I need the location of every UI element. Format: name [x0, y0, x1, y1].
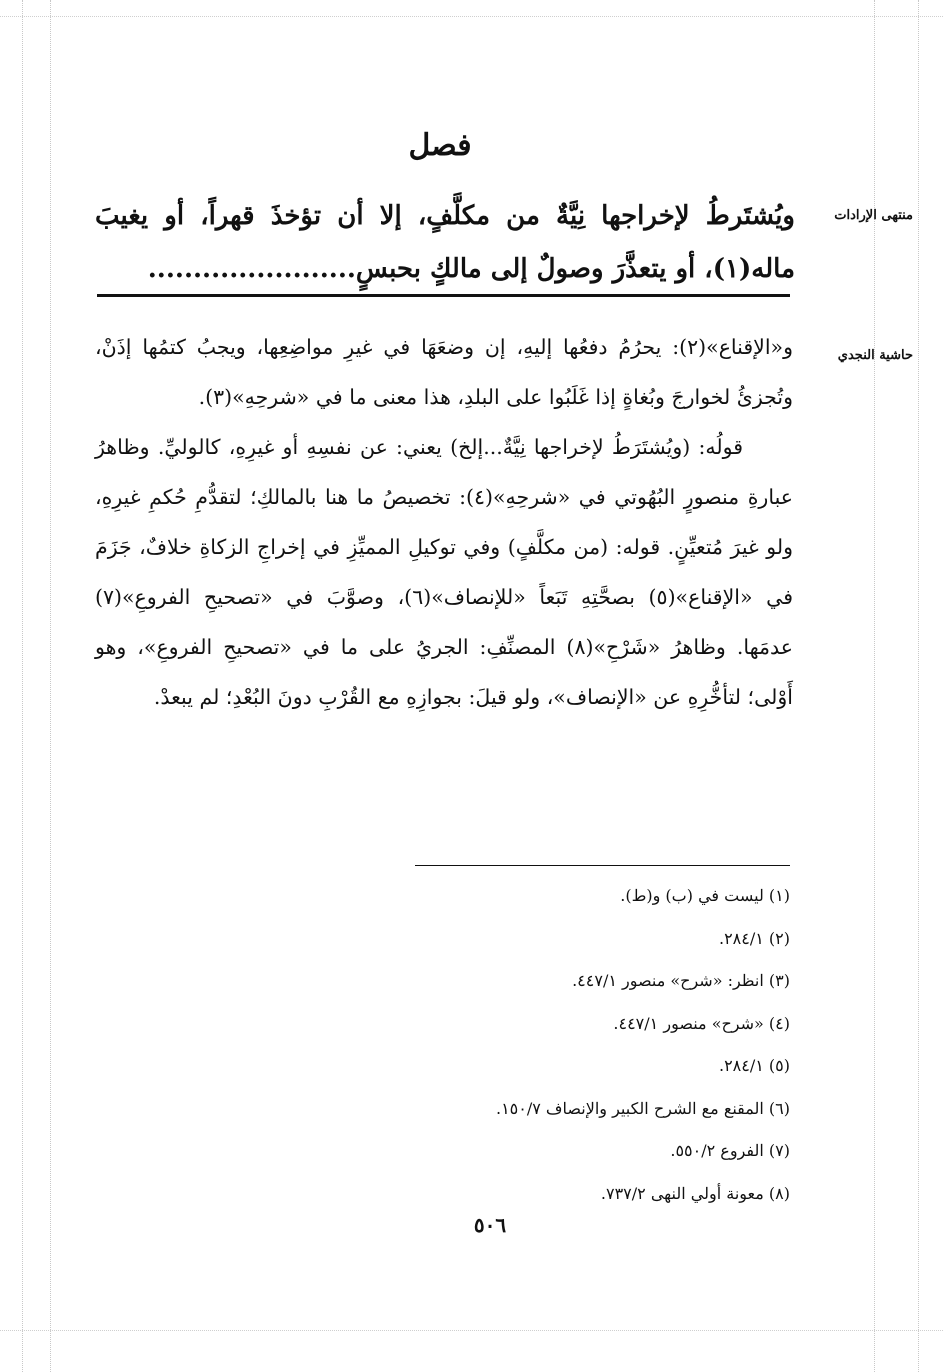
guide-line	[0, 1330, 943, 1331]
guide-line	[918, 0, 919, 1372]
guide-line	[0, 16, 943, 17]
footnote-item: (٣) انظر: «شرح» منصور ٤٤٧/١.	[572, 971, 790, 990]
footnote-item: (٦) المقنع مع الشرح الكبير والإنصاف ١٥٠/٧.	[495, 1098, 790, 1118]
guide-line	[22, 0, 23, 1372]
guide-line	[50, 0, 51, 1372]
guide-line	[874, 0, 875, 1372]
margin-label-matn: منتهى الإرادات	[834, 208, 913, 223]
matn-separator-rule	[97, 294, 790, 297]
footnote-item: (٢) ٢٨٤/١.	[718, 928, 790, 948]
footnotes-list	[300, 875, 790, 1215]
footnote-separator-rule	[415, 865, 790, 866]
footnote-item: (٧) الفروع ٥٥٠/٢.	[670, 1141, 790, 1160]
margin-label-hashiya: حاشية النجدي	[837, 348, 913, 363]
hashiya-commentary	[95, 322, 793, 722]
matn-text: ويُشتَرطُ لإخراجها نِيَّةٌ من مكلَّفٍ، إلا أن تؤخذَ قهراً، أو يغيبَ ماله(١)، أو يتعذَّرَ وصولٌ إلى مالكٍ بحبسٍ.......................	[95, 201, 795, 284]
footnote-item: (٨) معونة أولي النهى ٧٣٧/٢.	[600, 1183, 790, 1203]
hashiya-paragraph: قولُه: (ويُشتَرَطُ لإخراجها نِيَّةٌ...إلخ) يعني: عن نفسِهِ أو غيرِهِ، كالوليِّ. وظاهرُ عبارةِ منصورٍ البُهُوتي في «شرحِهِ»(٤): تخصيصُ ما هنا بالمالكِ؛ لتقدُّمِ حُكمِ غيرِهِ، ولو غيرَ مُتعيِّنٍ. قوله: (من مكلَّفٍ) وفي توكيلِ المميِّزِ في إخراجِ الزكاةِ خلافٌ، جَزَمَ في «الإقناع»(٥) بصحَّتِهِ تَبَعاً «للإنصاف»(٦)، وصوَّبَ في «تصحيحِ الفروعِ»(٧) عدمَها. وظاهرُ «شَرْحِ»(٨) المصنِّفِ: الجريُ على ما في «تصحيحِ الفروعِ»، وهو أَوْلى؛ لتأخُّرِهِ عن «الإنصاف»، ولو قيلَ: بجوازِهِ مع القُرْبِ دونَ البُعْدِ؛ لم يبعدْ.	[95, 435, 794, 709]
footnote-item: (١) ليست في (ب) و(ط).	[620, 886, 790, 905]
footnote-item: (٤) «شرح» منصور ٤٤٧/١.	[613, 1013, 790, 1033]
footnote-item: (٥) ٢٨٤/١.	[718, 1056, 790, 1075]
hashiya-paragraph: و«الإقناع»(٢): يحرُمُ دفعُها إليهِ، إن وضعَهَا في غيرِ مواضِعِها، ويجبُ كتمُها إذَنْ، وتُجزئُ لخوارجَ وبُغاةٍ إذا غَلَبُوا على البلدِ، هذا معنى ما في «شرحِهِ»(٣).	[95, 335, 793, 409]
section-title: فصل	[408, 128, 472, 163]
page-number: ٥٠٦	[473, 1213, 507, 1237]
